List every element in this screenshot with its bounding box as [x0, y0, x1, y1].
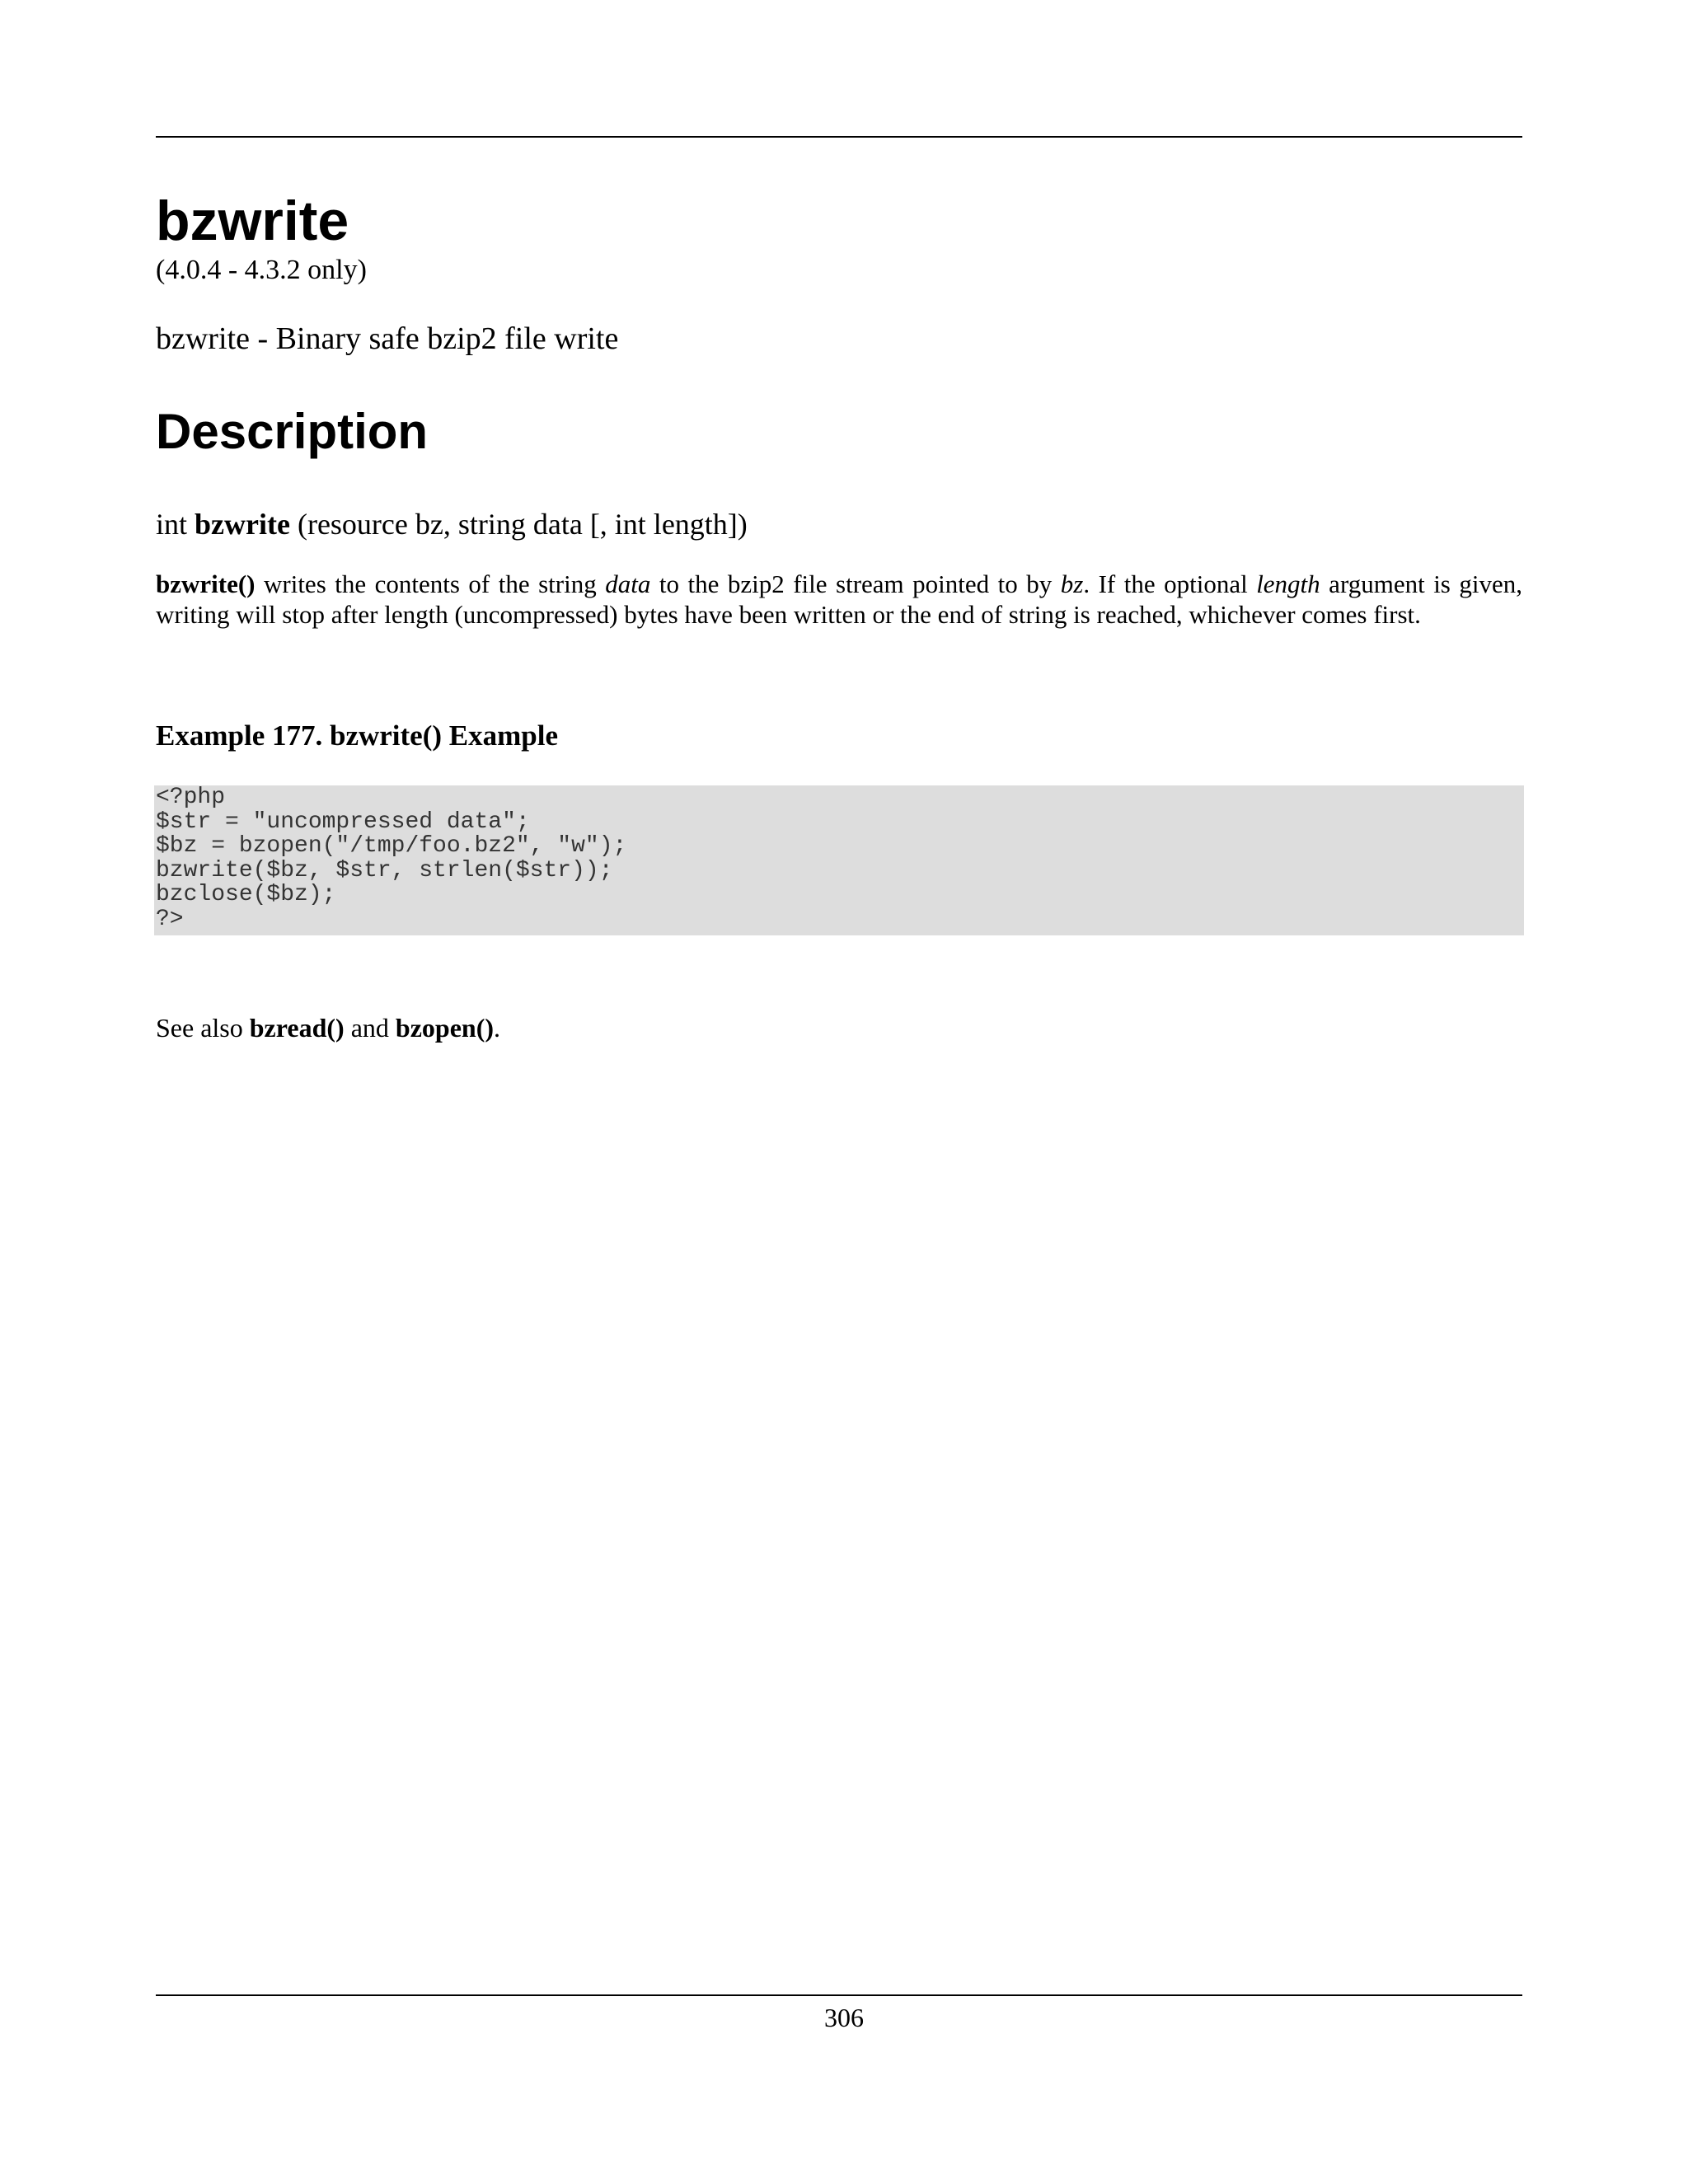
param-length: length: [1256, 569, 1320, 598]
see-also-suffix: .: [494, 1013, 500, 1043]
header-rule: [156, 136, 1522, 138]
return-type: int: [156, 508, 188, 541]
description-text: to the bzip2 file stream pointed to by: [650, 569, 1061, 598]
footer-rule: [156, 1994, 1522, 1996]
param-data: data: [605, 569, 651, 598]
see-also-middle: and: [344, 1013, 396, 1043]
link-bzopen[interactable]: bzopen(): [395, 1013, 494, 1043]
example-title: Example 177. bzwrite() Example: [156, 719, 558, 752]
page-number: 306: [824, 2003, 864, 2032]
description-text: . If the optional: [1083, 569, 1257, 598]
function-synopsis: [156, 506, 748, 542]
function-reference: bzwrite(): [156, 569, 256, 598]
ref-purpose: bzwrite - Binary safe bzip2 file write: [156, 321, 619, 356]
param-bz: bz: [1060, 569, 1084, 598]
description-text: writes the contents of the string: [255, 569, 606, 598]
description-text: argument is given, writing will stop after length (uncompressed) bytes have been written or the end of string is reached, whichever comes first.: [156, 569, 1522, 629]
link-bzread[interactable]: bzread(): [249, 1013, 345, 1043]
code-listing: <?php $str = "uncompressed data"; $bz = bzopen("/tmp/foo.bz2", "w"); bzwrite($bz, $str, strlen($str)); bzclose($bz); ?>: [156, 785, 627, 932]
section-heading-description: Description: [156, 404, 429, 459]
see-also: [156, 1012, 500, 1043]
see-also-prefix: See also: [156, 1013, 250, 1043]
code-block: [154, 785, 1524, 935]
function-params: (resource bz, string data [, int length]): [297, 508, 748, 541]
page-title: bzwrite: [156, 190, 349, 252]
version-info: (4.0.4 - 4.3.2 only): [156, 255, 367, 285]
function-name: bzwrite: [195, 508, 290, 541]
description-paragraph: [156, 569, 1522, 630]
